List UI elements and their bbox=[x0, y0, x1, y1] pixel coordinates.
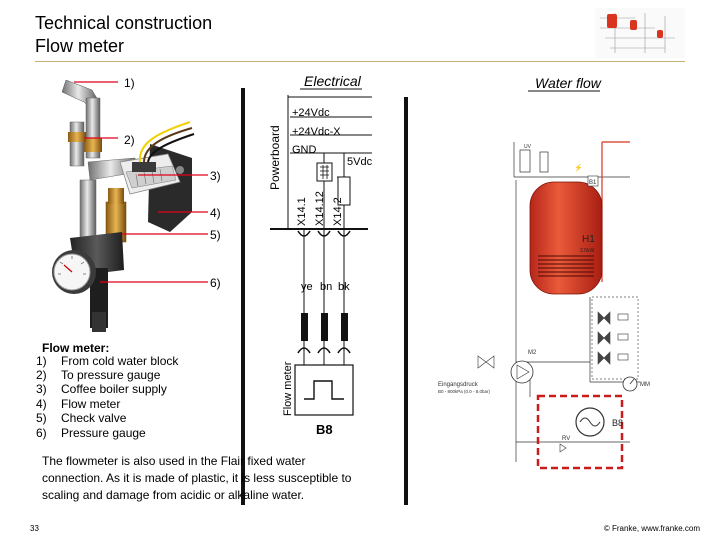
water-label-pressure-range: B0 - 800kPa (0.0 - 8.0bar) bbox=[438, 389, 491, 394]
water-label-m2: M2 bbox=[528, 350, 537, 356]
section-electrical: Electrical bbox=[304, 73, 361, 89]
powerboard-label: Powerboard bbox=[268, 125, 282, 190]
svg-text:⚡: ⚡ bbox=[574, 165, 583, 172]
pin-label: X14.12 bbox=[314, 191, 326, 226]
water-flow-schematic bbox=[430, 132, 690, 482]
copyright-text: © Franke, www.franke.com bbox=[603, 524, 700, 533]
legend-title: Flow meter: bbox=[42, 341, 110, 355]
wire-color-label: ye bbox=[301, 281, 313, 293]
water-label-rv: RV bbox=[562, 436, 571, 442]
svg-text:UV: UV bbox=[524, 144, 531, 150]
legend-item bbox=[36, 426, 146, 440]
legend-item-number: 3) bbox=[36, 382, 47, 396]
label-5vdc: 5Vdc bbox=[347, 156, 373, 168]
legend-item-text: Pressure gauge bbox=[61, 426, 146, 440]
section-water-flow: Water flow bbox=[535, 75, 601, 91]
callout-5: 5) bbox=[210, 228, 221, 242]
water-label-mm: MM bbox=[640, 382, 650, 388]
page-subtitle: Flow meter bbox=[35, 36, 125, 56]
legend-item-text: From cold water block bbox=[61, 354, 179, 368]
page-title: Technical construction bbox=[35, 13, 213, 33]
wire-color-label: bk bbox=[338, 281, 350, 293]
callout-2: 2) bbox=[124, 133, 135, 147]
legend-item-number: 4) bbox=[36, 397, 47, 411]
legend-item-text: Coffee boiler supply bbox=[61, 382, 167, 396]
callout-3: 3) bbox=[210, 169, 221, 183]
label-24vdc: +24Vdc bbox=[292, 107, 330, 119]
legend-item bbox=[36, 397, 120, 411]
legend-item bbox=[36, 382, 167, 396]
legend-item-text: Flow meter bbox=[61, 397, 121, 411]
legend-item bbox=[36, 411, 126, 425]
legend-item-number: 2) bbox=[36, 368, 47, 382]
water-label-b8: B8 bbox=[612, 418, 624, 428]
label-gnd: GND bbox=[292, 144, 317, 156]
water-label-h1: H1 bbox=[582, 234, 595, 245]
water-label-h1-power: 2.5kW bbox=[580, 248, 595, 254]
flow-meter-sensor-box bbox=[295, 365, 353, 415]
legend-item-number: 6) bbox=[36, 426, 47, 440]
water-label-b1: B1 bbox=[589, 180, 597, 186]
legend-item bbox=[36, 368, 160, 382]
flow-meter-assembly-illustration bbox=[40, 62, 245, 347]
legend-item-number: 5) bbox=[36, 411, 47, 425]
legend-item bbox=[36, 354, 178, 368]
legend-item-text: Check valve bbox=[61, 411, 127, 425]
sensor-label: Flow meter bbox=[282, 361, 294, 416]
wire-color-label: bn bbox=[320, 281, 333, 293]
pin-label: X14.2 bbox=[332, 197, 344, 226]
water-label-eingangsdruck: Eingangsdruck bbox=[438, 382, 478, 388]
pin-label: X14.1 bbox=[296, 197, 308, 226]
callout-1: 1) bbox=[124, 76, 135, 90]
page-number: 33 bbox=[30, 524, 39, 533]
legend-item-text: To pressure gauge bbox=[61, 368, 161, 382]
description-text: The flowmeter is also used in the Flair fixed water connection. As it is made of plastic, it is less susceptible to scaling and damage from acidic or alkaline water. bbox=[42, 454, 352, 502]
sensor-id: B8 bbox=[316, 422, 333, 437]
callout-4: 4) bbox=[210, 206, 221, 220]
label-24vdc-x: +24Vdc-X bbox=[292, 126, 341, 138]
legend-item-number: 1) bbox=[36, 354, 47, 368]
callout-6: 6) bbox=[210, 276, 221, 290]
